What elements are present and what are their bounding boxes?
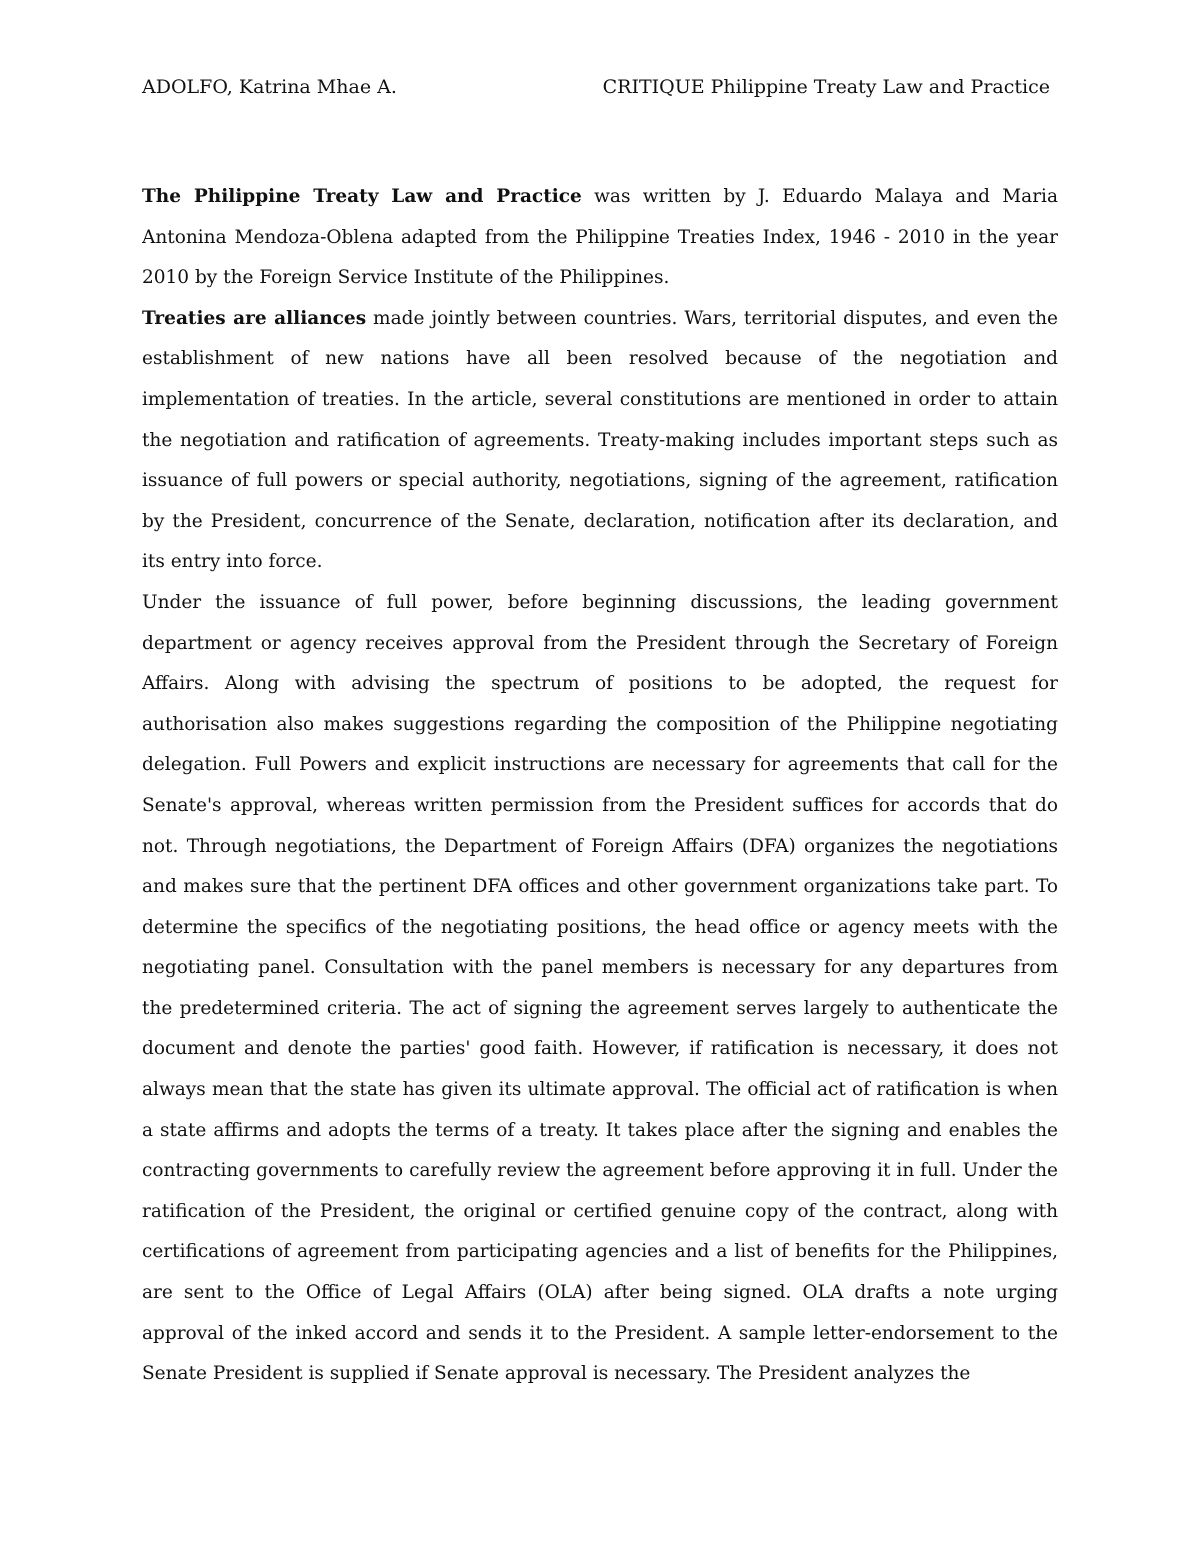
author-name: ADOLFO, Katrina Mhae A. — [142, 76, 397, 98]
paragraph-treaties — [142, 299, 1058, 583]
paragraph-text: Under the issuance of full power, before beginning discussions, the leading government department or agency receives approval from the President through the Secretary of Foreign Affairs. Along with advising the spectrum of positions to be adopted, the request for authorisation also makes suggestions regarding the composition of the Philippine negotiating delegation. Full Powers and explicit instructions are necessary for agreements that call for the Senate's approval, whereas written permission from the President suffices for accords that do not. Through negotiations, the Department of Foreign Affairs (DFA) organizes the negotiations and makes sure that the pertinent DFA offices and other government organizations take part. To determine the specifics of the negotiating positions, the head office or agency meets with the negotiating panel. Consultation with the panel members is necessary for any departures from the predetermined criteria. The act of signing the agreement serves largely to authenticate the document and denote the parties' good faith. However, if ratification is necessary, it does not always mean that the state has given its ultimate approval. The official act of ratification is when a state affirms and adopts the terms of a treaty. It takes place after the signing and enables the contracting governments to carefully review the agreement before approving it in full. Under the ratification of the President, the original or certified genuine copy of the contract, along with certifications of agreement from participating agencies and a list of benefits for the Philippines, are sent to the Office of Legal Affairs (OLA) after being signed. OLA drafts a note urging approval of the inked accord and sends it to the President. A sample letter-endorsement to the Senate President is supplied if Senate approval is necessary. The President analyzes the — [142, 591, 1058, 1385]
paragraph-lead: The Philippine Treaty Law and Practice — [142, 186, 582, 207]
paragraph-intro — [142, 177, 1058, 299]
page-header — [142, 72, 1058, 102]
paragraph-lead: Treaties are alliances — [142, 307, 367, 329]
paragraph-text: was written by J. Eduardo Malaya and Maria Antonina Mendoza-Oblena adapted from the Philippine Treaties Index, 1946 - 2010 in the year 2010 by the Foreign Service Institute of the Philippines. — [142, 186, 1058, 289]
document-body — [142, 177, 1058, 1417]
paragraph-text: made jointly between countries. Wars, territorial disputes, and even the establishment of new nations have all been resolved because of the negotiation and implementation of treaties. In the article, several constitutions are mentioned in order to attain the negotiation and ratification of agreements. Treaty-making includes important steps such as issuance of full powers or special authority, negotiations, signing of the agreement, ratification by the President, concurrence of the Senate, declaration, notification after its declaration, and its entry into force. — [142, 307, 1058, 573]
paragraph-full-power — [142, 583, 1058, 1395]
document-title: CRITIQUE Philippine Treaty Law and Practice — [602, 76, 1050, 98]
